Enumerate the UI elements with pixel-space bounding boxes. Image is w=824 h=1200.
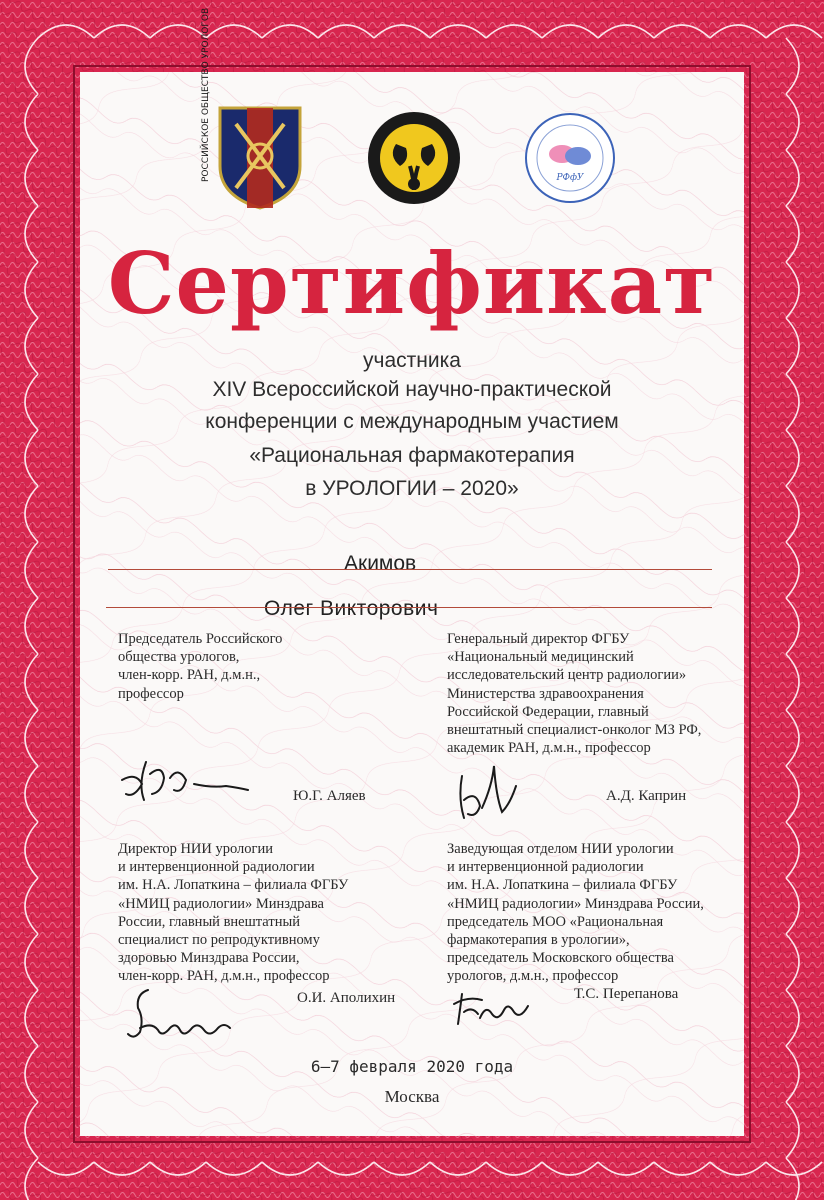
signatory-4-role-line: председатель Московского общества <box>447 950 674 967</box>
signatory-3-role-line: и интервенционной радиологии <box>118 859 315 876</box>
signature-1-icon <box>116 744 256 814</box>
signatory-4-role <box>447 840 704 986</box>
signatory-3-role <box>118 840 348 986</box>
signatory-2-role-line: внештатный специалист-онколог МЗ РФ, <box>447 722 702 739</box>
rfu-pills-emblem-icon <box>524 112 616 204</box>
signatory-3-role-line: России, главный внештатный <box>118 913 300 930</box>
name-underline-2 <box>106 607 712 608</box>
signatory-3-role-line: член-корр. РАН, д.м.н., профессор <box>118 968 330 985</box>
signature-3-icon <box>118 982 238 1056</box>
signatory-4-name: Т.С. Перепанова <box>574 986 679 1002</box>
signatory-3-role-line: им. Н.А. Лопаткина – филиала ФГБУ <box>118 877 349 894</box>
signatory-2-role <box>447 630 701 757</box>
signatory-2-name: А.Д. Каприн <box>606 788 687 804</box>
signatory-1-role-line: профессор <box>118 685 184 702</box>
signatory-4-role-line: им. Н.А. Лопаткина – филиала ФГБУ <box>447 877 678 894</box>
signatory-3-role-line: «НМИЦ радиологии» Минздрава <box>118 895 324 912</box>
signatory-2-role-line: «Национальный медицинский <box>447 649 634 666</box>
signatory-1-role <box>118 630 282 703</box>
subtitle-line-1: участника <box>363 349 461 372</box>
signatory-2-role-line: Министерства здравоохранения <box>447 685 644 702</box>
signatory-1-name: Ю.Г. Аляев <box>293 788 366 804</box>
signatory-4-role-line: фармакотерапия в урологии», <box>447 932 630 949</box>
event-date: 6–7 февраля 2020 года <box>310 1057 514 1076</box>
signatory-2-role-line: Генеральный директор ФГБУ <box>447 631 630 647</box>
institute-urology-kidney-emblem-icon <box>366 110 462 206</box>
signature-2-icon <box>450 756 530 826</box>
signatory-3-role-line: специалист по репродуктивному <box>118 932 320 949</box>
signatory-3-name: О.И. Аполихин <box>297 990 396 1006</box>
signatory-1-role-line: Председатель Российского <box>118 631 283 647</box>
left-logo-text <box>196 7 324 220</box>
event-city: Москва <box>384 1087 440 1106</box>
signatory-1-role-line: общества урологов, <box>118 649 240 666</box>
signatory-1-role-line: член-корр. РАН, д.м.н., <box>118 667 261 684</box>
name-underline-1 <box>108 569 712 570</box>
signatory-4-role-line: и интервенционной радиологии <box>447 859 644 876</box>
signatory-3-role-line: здоровью Минздрава России, <box>118 950 300 967</box>
signatory-4-role-line: Заведующая отделом НИИ урологии <box>447 841 674 857</box>
subtitle-line-3: конференции с международным участием <box>205 410 619 433</box>
signature-4-icon <box>448 984 534 1030</box>
subtitle-line-4: «Рациональная фармакотерапия <box>249 444 575 467</box>
recipient-surname: Акимов <box>344 552 417 575</box>
signatory-4-role-line: председатель МОО «Рациональная <box>447 913 664 930</box>
signatory-2-role-line: Российской Федерации, главный <box>447 703 649 720</box>
certificate-title: Сертификат <box>107 234 717 333</box>
left-logo-label-left: РОССИЙСКОЕ ОБЩЕСТВО УРОЛОГОВ <box>201 7 211 182</box>
signatory-2-role-line: академик РАН, д.м.н., профессор <box>447 740 651 757</box>
subtitle-line-5: в УРОЛОГИИ – 2020» <box>305 477 519 500</box>
signatory-3-role-line: Директор НИИ урологии <box>118 841 274 857</box>
recipient-given-names: Олег Викторович <box>264 597 439 620</box>
subtitle-line-2: XIV Всероссийской научно-практической <box>212 378 612 401</box>
signatory-4-role-line: «НМИЦ радиологии» Минздрава России, <box>447 895 704 912</box>
signatory-2-role-line: исследовательский центр радиологии» <box>447 667 687 684</box>
rfu-abbr: РФфУ <box>556 173 584 183</box>
signatory-4-role-line: урологов, д.м.н., профессор <box>447 968 619 985</box>
